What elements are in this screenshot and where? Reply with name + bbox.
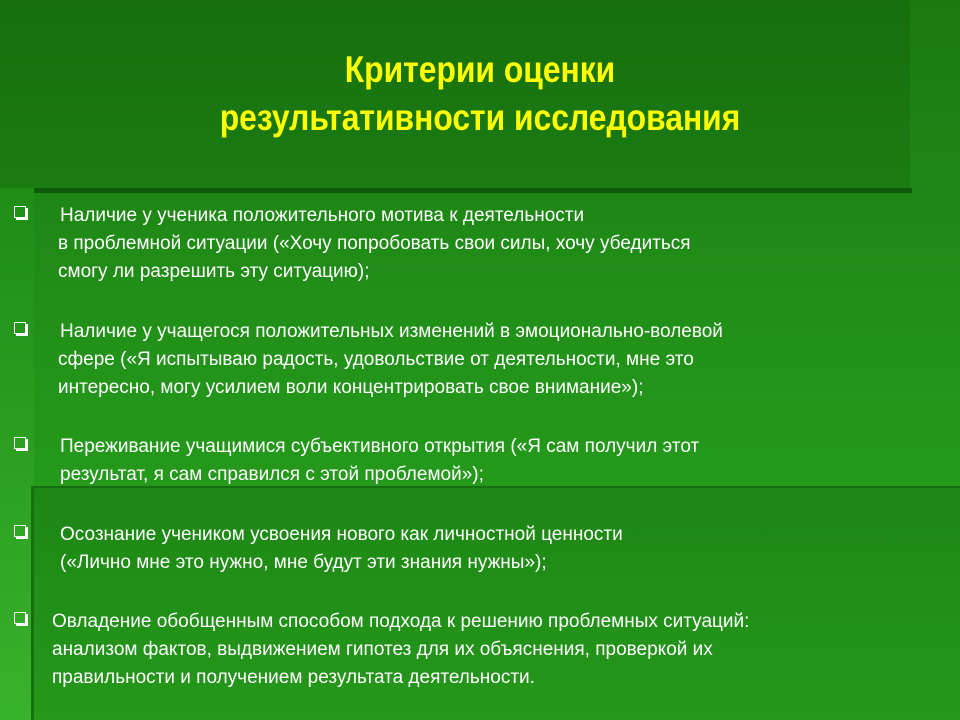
list-item-line: смогу ли разрешить эту ситуацию); (58, 261, 370, 282)
list-item-line: в проблемной ситуации («Хочу попробовать свои силы, хочу убедиться (58, 233, 691, 254)
list-item-line: сфере («Я испытываю радость, удовольствие от деятельности, мне это (58, 349, 694, 370)
list-item-line: («Лично мне это нужно, мне будут эти знания нужны»); (60, 552, 547, 573)
list-item-line: Осознание учеником усвоения нового как личностной ценности (60, 524, 623, 545)
background-panel-top-shadow (0, 188, 912, 193)
list-item-line: результат, я сам справился с этой проблемой»); (60, 464, 484, 485)
list-item-text (60, 433, 699, 489)
hollow-square-bullet-icon (14, 437, 26, 449)
hollow-square-bullet-icon (14, 206, 26, 218)
hollow-square-bullet-icon (14, 612, 26, 624)
slide-title-line-1: Критерии оценки (344, 49, 616, 90)
list-item-line: интересно, могу усилием воли концентрировать свое внимание»); (58, 377, 644, 398)
list-item-text (60, 521, 623, 577)
list-item-line: Переживание учащимися субъективного открытия («Я сам получил этот (60, 436, 700, 457)
list-item-line: анализом фактов, выдвижением гипотез для их объяснения, проверкой их (52, 639, 713, 660)
list-item-line: Овладение обобщенным способом подхода к решению проблемных ситуаций: (52, 611, 750, 632)
list-item-line: Наличие у ученика положительного мотива к деятельности (60, 205, 585, 226)
list-item-line: Наличие у учащегося положительных изменений в эмоционально-волевой (60, 321, 723, 342)
slide-title (67, 46, 893, 142)
slide-title-line-2: результативности исследования (219, 97, 741, 138)
list-item-line: правильности и получением результата деятельности. (52, 667, 535, 688)
list-item-text (52, 608, 749, 692)
hollow-square-bullet-icon (14, 525, 26, 537)
list-item-text (60, 202, 691, 286)
list-item-text (60, 318, 723, 402)
hollow-square-bullet-icon (14, 322, 26, 334)
background-panel-left (0, 188, 34, 720)
